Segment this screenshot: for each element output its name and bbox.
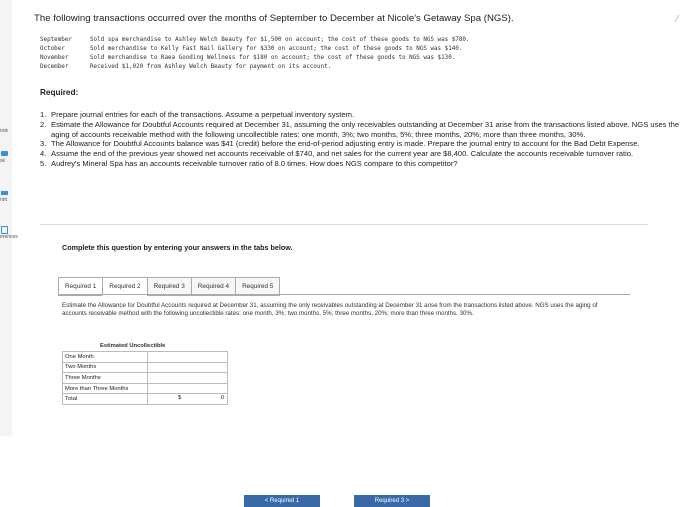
- problem-title: The following transactions occurred over the months of September to December at Nicole's Getaway Spa (NGS).: [34, 13, 514, 24]
- requirement-number: 5.: [40, 158, 47, 168]
- ask-icon: [1, 150, 9, 158]
- currency-symbol: $: [178, 395, 182, 402]
- requirement-item: [40, 159, 690, 169]
- requirement-text: Audrey's Mineral Spa has an accounts receivable turnover ratio of 8.0 times. How does NGS compare to this competitor?: [51, 158, 458, 168]
- requirement-item: [40, 120, 690, 140]
- total-value: 0: [220, 395, 224, 402]
- row-label: More than Three Months: [63, 383, 148, 394]
- answer-panel: [40, 224, 648, 504]
- transaction-text: Sold spa merchandise to Ashley Welch Beauty for $1,500 on account; the cost of these goods to NGS was $780.: [90, 37, 470, 43]
- tab-required-4[interactable]: Required 4: [191, 277, 236, 296]
- references-icon: [1, 226, 9, 234]
- requirement-text: The Allowance for Doubtful Accounts balance was $41 (credit) before the end-of-period adjusting entry is made. Prepare the journal entry to account for the Bad Debt Expense.: [51, 139, 640, 149]
- row-label: Two Months: [63, 362, 148, 373]
- requirement-text: Assume the end of the previous year showed net accounts receivable of $740, and net sales for the current year are $8,400. Calculate the accounts receivable turnover ratio.: [51, 149, 634, 159]
- transaction-month: December: [40, 64, 69, 70]
- prev-required-button[interactable]: < Required 1: [244, 495, 320, 507]
- cursor-mark: ∕: [676, 14, 678, 25]
- amount-input[interactable]: [148, 352, 228, 363]
- tab-required-5[interactable]: Required 5: [235, 277, 280, 296]
- transactions-list: [40, 37, 469, 73]
- instructions-text: Complete this question by entering your answers in the tabs below.: [62, 243, 293, 252]
- table-row: [63, 383, 228, 394]
- transaction-text: Received $1,020 from Ashley Welch Beauty for payment on its account.: [90, 64, 332, 70]
- table-row: [63, 373, 228, 384]
- transaction-text: Sold merchandise to Raea Gooding Wellness for $180 on account; the cost of these goods to NGS was $130.: [90, 55, 456, 61]
- requirements-list: [40, 110, 690, 169]
- row-label: Total: [63, 394, 148, 405]
- sidebar-item-label: ook: [0, 128, 9, 134]
- transaction-month: September: [40, 37, 72, 43]
- transaction-month: October: [40, 46, 65, 52]
- requirement-number: 3.: [40, 139, 47, 149]
- left-sidebar: [0, 0, 12, 436]
- requirement-text: Prepare journal entries for each of the transactions. Assume a perpetual inventory system.: [51, 110, 355, 119]
- sidebar-item-ebook[interactable]: [0, 128, 14, 134]
- sidebar-item-label: rint: [0, 197, 7, 203]
- next-required-button[interactable]: Required 3 >: [354, 495, 430, 507]
- tab-content: [58, 294, 630, 504]
- total-cell: [148, 394, 228, 405]
- required-heading: Required:: [40, 88, 79, 97]
- requirement-text: Estimate the Allowance for Doubtful Accounts required at December 31, assuming the only receivables outstanding at December 31 arise from the transactions listed above. NGS uses the aging of accounts receivable method with the following uncollectible rates: one month, 3%; two months, 5%; three months, 20%; more than three months, 30%.: [51, 119, 680, 139]
- sidebar-item-print[interactable]: [0, 189, 14, 203]
- table-row: [63, 394, 228, 405]
- transaction-month: November: [40, 55, 69, 61]
- transaction-row: [40, 55, 469, 64]
- requirement-item: [40, 149, 690, 159]
- sidebar-item-references[interactable]: [0, 226, 18, 240]
- row-label: One Month: [63, 352, 148, 363]
- table-header: Estimated Uncollectible: [100, 343, 166, 349]
- requirement-number: 2.: [40, 119, 47, 129]
- tab-required-2[interactable]: Required 2: [102, 277, 147, 296]
- table-row: [63, 362, 228, 373]
- tab-description: Estimate the Allowance for Doubtful Accounts required at December 31, assuming the only receivables outstanding at December 31 arise from the transactions listed above. NGS uses the aging of accounts receivable method with the following uncollectible rates: one month, 3%; two months, 5%; three months, 20%; more than three months, 30%.: [62, 302, 598, 318]
- transaction-row: [40, 37, 469, 46]
- tab-required-1[interactable]: Required 1: [58, 277, 103, 296]
- transaction-text: Sold merchandise to Kelly Fast Nail Gallery for $330 on account; the cost of these goods to NGS was $140.: [90, 46, 463, 52]
- requirement-item: [40, 110, 690, 120]
- print-icon: [1, 189, 9, 197]
- requirement-number: 1.: [40, 110, 47, 119]
- requirement-number: 4.: [40, 149, 47, 159]
- sidebar-item-label: sk: [0, 158, 5, 164]
- transaction-row: [40, 64, 469, 73]
- transaction-row: [40, 46, 469, 55]
- sidebar-item-ask[interactable]: [0, 150, 14, 164]
- allowance-table: [62, 351, 228, 405]
- sidebar-item-label: erences: [0, 234, 18, 240]
- amount-input[interactable]: [148, 362, 228, 373]
- table-row: [63, 352, 228, 363]
- amount-input[interactable]: [148, 383, 228, 394]
- requirement-item: [40, 139, 690, 149]
- row-label: Three Months: [63, 373, 148, 384]
- tab-required-3[interactable]: Required 3: [147, 277, 192, 296]
- amount-input[interactable]: [148, 373, 228, 384]
